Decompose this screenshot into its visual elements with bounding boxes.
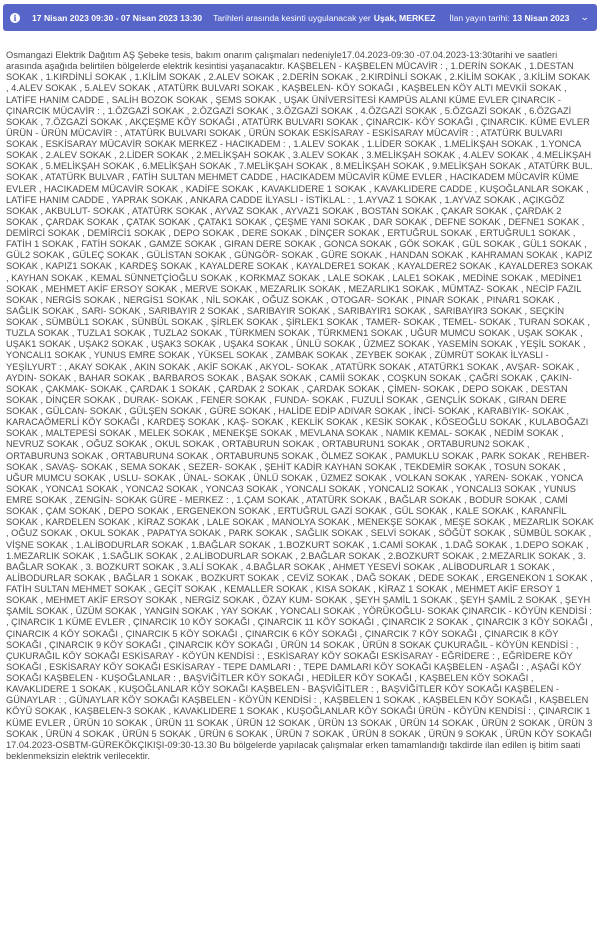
outage-date-range: 17 Nisan 2023 09:30 - 07 Nisan 2023 13:30 xyxy=(32,12,203,23)
chevron-down-icon[interactable]: ⌄ xyxy=(580,12,591,22)
publish-date: 13 Nisan 2023 xyxy=(512,12,570,23)
outage-banner[interactable] xyxy=(3,4,597,31)
outage-location: Uşak, MERKEZ xyxy=(373,12,436,23)
publish-label: İlan yayın tarihi: xyxy=(449,12,510,23)
announcement-text: Osmangazi Elektrik Dağıtım AŞ Şebeke tesis, bakım onarım çalışmaları nedeniyle17.04.2023-09:30 -07.04.2023-13:30tarihi ve saatleri arasında aşağıda belirtilen bölgelerde elektrik kesintisi yaşanacaktır. KAŞBELEN - KAŞBELEN MÜCAVİR : , 1.DERİN SOKAK , 1.DESTAN SOKAK , 1.KIRDİNLİ SOKAK , 1.KİLİM SOKAK , 2.ALEV SOKAK , 2.DERİN SOKAK , 2.KIRDİNLİ SOKAK , 2.KİLİM SOKAK , 3.KİLİM SOKAK , 4.ALEV SOKAK , 5.ALEV SOKAK , ATATÜRK BULVARI SOKAK , KAŞBELEN- KÖY SOKAĞI , KAŞBELEN KÖY ALTI MEVKİİ SOKAK , LATİFE HANIM CADDE , SALİH BOZOK SOKAK , ŞEMS SOKAK , UŞAK ÜNİVERSİTESİ KAMPÜS ALANI KÜME EVLER ÇINARCIK - ÇINARCIK MÜCAVİR : , 1.ÖZGAZİ SOKAK , 2.ÖZGAZİ SOKAK , 3.ÖZGAZİ SOKAK , 4.ÖZGAZİ SOKAK , 5.ÖZGAZİ SOKAK , 6.ÖZGAZİ SOKAK , 7.ÖZGAZİ SOKAK , AKÇEŞME KÖY SOKAĞI , ATATÜRK BULVARI SOKAK , ÇINARCIK- KÖY SOKAĞI , ÇINARCIK. KÜME EVLER ÜRÜN - ÜRÜN MÜCAVİR : , ATATÜRK BULVARI SOKAK , ÜRÜN SOKAK ESKİSARAY - ESKİSARAY MÜCAVİR : , ATATÜRK BULVARI SOKAK , ESKİSARAY MÜCAVİR SOKAK MERKEZ - HACIKADEM : , 1.ALEV SOKAK , 1.LİDER SOKAK , 1.MELİKŞAH SOKAK , 1.YONCA SOKAK , 2.ALEV SOKAK , 2.LİDER SOKAK , 2.MELİKŞAH SOKAK , 3.ALEV SOKAK , 3.MELİKŞAH SOKAK , 4.ALEV SOKAK , 4.MELİKŞAH SOKAK , 5.MELİKŞAH SOKAK , 6.MELİKŞAH SOKAK , 7.MELİKŞAH SOKAK , 8.MELİKŞAH SOKAK , 9.MELİKŞAH SOKAK , ATATÜRK BUL. SOKAK , ATATÜRK BULVAR , FATİH SULTAN MEHMET CADDE , HACIKADEM MÜCAVİR KÜME EVLER , HACIKADEM MÜCAVİR KÜME EVLER , HACIKADEM MÜCAVİR SOKAK , KADİFE SOKAK , KAVAKLIDERE 1 SOKAK , KAVAKLIDERE CADDE , KUŞOĞLANLAR SOKAK , LATİFE HANIM CADDE , YAPRAK SOKAK , ANKARA CADDE İLYASLI - İSTİKLAL : , 1.AYVAZ 1 SOKAK , 1.AYVAZ SOKAK , AÇIKGÖZ SOKAK , AKBULUT- SOKAK , ATATÜRK SOKAK , AYVAZ SOKAK , AYVAZ1 SOKAK , BOSTAN SOKAK , ÇAKAR SOKAK , ÇARDAK 2 SOKAK , ÇARDAK SOKAK , ÇATAK SOKAK , ÇATAK1 SOKAK , ÇEŞME YANI SOKAK , DAR SOKAK , DEFNE SOKAK , DEFNE1 SOKAK , DEMİRCİ SOKAK , DEMİRCİ1 SOKAK , DEPO SOKAK , DERE SOKAK , DİNÇER SOKAK , ERTUĞRUL SOKAK , ERTUĞRUL1 SOKAK , FATİH 1 SOKAK , FATİH SOKAK , GAMZE SOKAK , GIRAN DERE SOKAK , GONCA SOKAK , GÖK SOKAK , GÜL SOKAK , GÜL1 SOKAK , GÜL2 SOKAK , GÜLEÇ SOKAK , GÜLİSTAN SOKAK , GÜNGÖR- SOKAK , GÜRE SOKAK , HANDAN SOKAK , KAHRAMAN SOKAK , KAPIZ SOKAK , KAPIZ1 SOKAK , KARDEŞ SOKAK , KAYALDERE SOKAK , KAYALDERE1 SOKAK , KAYALDERE2 SOKAK , KAYALDERE3 SOKAK , KAYHAN SOKAK , KEMAL SÜNNETÇİOĞLU SOKAK , KORKMAZ SOKAK , LALE SOKAK , LALE1 SOKAK , MEDİNE SOKAK , MEDİNE1 SOKAK , MEHMET AKİF ERSOY SOKAK , MERVE SOKAK , MEZARLIK SOKAK , MEZARLIK1 SOKAK , MÜMTAZ- SOKAK , NECİP FAZIL SOKAK , NERGİS SOKAK , NERGİS1 SOKAK , NİL SOKAK , OĞUZ SOKAK , OTOGAR- SOKAK , PINAR SOKAK , PINAR1 SOKAK , SAĞLIK SOKAK , SARI- SOKAK , SARIBAYIR 2 SOKAK , SARIBAYIR SOKAK , SARIBAYIR1 SOKAK , SARIBAYIR3 SOKAK , SEÇKİN SOKAK , SÜMBÜL1 SOKAK , SÜNBÜL SOKAK , ŞİRLEK SOKAK , ŞİRLEK1 SOKAK , TAMER- SOKAK , TEMEL- SOKAK , TURAN SOKAK , TUZLA SOKAK , TUZLA1 SOKAK , TUZLA2 SOKAK , TÜRKMEN SOKAK , TÜRKMEN1 SOKAK , UĞUR MUMCU SOKAK , UŞAK SOKAK , UŞAK1 SOKAK , UŞAK2 SOKAK , UŞAK3 SOKAK , UŞAK4 SOKAK , ÜNLÜ SOKAK , ÜZMEZ SOKAK , YASEMİN SOKAK , YEŞİL SOKAK , YONCALI1 SOKAK , YUNUS EMRE SOKAK , YÜKSEL SOKAK , ZAMBAK SOKAK , ZEYBEK SOKAK , ZÜMRÜT SOKAK İLYASLI - YEŞİLYURT : , AKAY SOKAK , AKIN SOKAK , AKİF SOKAK , AKYOL- SOKAK , ATATÜRK SOKAK , ATATÜRK1 SOKAK , AVŞAR- SOKAK , AYDIN- SOKAK , BAHAR SOKAK , BARBAROS SOKAK , BAŞAK SOKAK , CAMİİ SOKAK , COŞKUN SOKAK , ÇAĞRI SOKAK , ÇAKIN- SOKAK , ÇAKMAK- SOKAK , ÇARDAK 1 SOKAK , ÇARDAK 2 SOKAK , ÇARDAK SOKAK , ÇİMEN- SOKAK , DEPO SOKAK , DESTAN SOKAK , DİNÇER SOKAK , DURAK- SOKAK , FENER SOKAK , FUNDA- SOKAK , FUZULİ SOKAK , GENÇLİK SOKAK , GIRAN DERE SOKAK , GÜLCAN- SOKAK , GÜLŞEN SOKAK , GÜRE SOKAK , HALİDE EDİP ADIVAR SOKAK , İNCİ- SOKAK , KARABIYIK- SOKAK , KARACAÖMERLİ KÖY SOKAĞI , KARDEŞ SOKAK , KAŞ- SOKAK , KEKLİK SOKAK , KESİK SOKAK , KÖSEOĞLU SOKAK , KULABOĞAZI SOKAK , MALTEPESİ SOKAK , MELEK SOKAK , MENEKŞE SOKAK , MEVLANA SOKAK , NAMIK KEMAL- SOKAK , NEDİM SOKAK , NEVRUZ SOKAK , OĞUZ SOKAK , OKUL SOKAK , ORTABURUN SOKAK , ORTABURUN1 SOKAK , ORTABURUN2 SOKAK , ORTABURUN3 SOKAK , ORTABURUN4 SOKAK , ORTABURUN5 SOKAK , ÖLMEZ SOKAK , PAMUKLU SOKAK , PARK SOKAK , REHBER- SOKAK , SAVAŞ- SOKAK , SEMA SOKAK , SEZER- SOKAK , ŞEHİT KADİR KAYHAN SOKAK , TEKDEMİR SOKAK , TOSUN SOKAK , UĞUR MUMCU SOKAK , USLU- SOKAK , ÜNAL- SOKAK , ÜNLÜ SOKAK , ÜZMEZ SOKAK , VOLKAN SOKAK , YAREN- SOKAK , YONCA SOKAK , YONCA1 SOKAK , YONCA2 SOKAK , YONCA3 SOKAK , YONCALI SOKAK , YONCALI2 SOKAK , YONCALI3 SOKAK , YUNUS EMRE SOKAK , ZENGİN- SOKAK GÜRE - MERKEZ : , 1.ÇAM SOKAK , ATATÜRK SOKAK , BAĞLAR SOKAK , BODUR SOKAK , CAMİ SOKAK , ÇAM SOKAK , DEPO SOKAK , ERGENEKON SOKAK , ERTUĞRUL GAZİ SOKAK , GÜL SOKAK , KALE SOKAK , KARANFİL SOKAK , KARDELEN SOKAK , KİRAZ SOKAK , LALE SOKAK , MANOLYA SOKAK , MENEKŞE SOKAK , MEŞE SOKAK , MEZARLIK SOKAK , OĞUZ SOKAK , OKUL SOKAK , PAPATYA SOKAK , PARK SOKAK , SAĞLIK SOKAK , SELVİ SOKAK , SÖĞÜT SOKAK , SÜMBÜL SOKAK , VİŞNE SOKAK , 1.ALİBODURLAR SOKAK , 1.BAĞLAR SOKAK , 1.BOZKURT SOKAK , 1.CAMİ SOKAK , 1.DAĞ SOKAK , 1.DEPO SOKAK , 1.MEZARLIK SOKAK , 1.SAĞLIK SOKAK , 2.ALİBODURLAR SOKAK , 2.BAĞLAR SOKAK , 2.BOZKURT SOKAK , 2.MEZARLIK SOKAK , 3. BAĞLAR SOKAK , 3. BOZKURT SOKAK , 3.ALİ SOKAK , 4.BAĞLAR SOKAK , AHMET YESEVİ SOKAK , ALİBODURLAR 1 SOKAK , ALİBODURLAR SOKAK , BAĞLAR 1 SOKAK , BOZKURT SOKAK , CEVİZ SOKAK , DAĞ SOKAK , DEDE SOKAK , ERGENEKON 1 SOKAK , FATİH SULTAN MEHMET SOKAK , GEÇİT SOKAK , KEMALLER SOKAK , KISA SOKAK , KİRAZ 1 SOKAK , MEHMET AKİF ERSOY 1 SOKAK , MEHMET AKİF ERSOY SOKAK , NERGİZ SOKAK , ÖZAY KUM- SOKAK , ŞEYH ŞAMİL 1 SOKAK , ŞEYH ŞAMİL 2 SOKAK , ŞEYH ŞAMİL SOKAK , ÜZÜM SOKAK , YANGIN SOKAK , YAY SOKAK , YONCALI SOKAK , YÖRÜKOĞLU- SOKAK ÇINARCIK - KÖYÜN KENDİSİ : , ÇINARCIK 1 KÜME EVLER , ÇINARCIK 10 KÖY SOKAĞI , ÇINARCIK 11 KÖY SOKAĞI , ÇINARCIK 2 SOKAK , ÇINARCIK 3 KÖY SOKAĞI , ÇINARCIK 4 KÖY SOKAĞI , ÇINARCIK 5 KÖY SOKAĞI , ÇINARCIK 6 KÖY SOKAĞI , ÇINARCIK 7 KÖY SOKAĞI , ÇINARCIK 8 KÖY SOKAĞI , ÇINARCIK 9 KÖY SOKAĞI , ÇINARCIK KÖY SOKAĞI , ÜRÜN 14 SOKAK , ÜRÜN 8 SOKAK ÇUKURAĞIL - KÖYÜN KENDİSİ : , ÇUKURAĞIL KÖY SOKAĞI ESKİSARAY - KÖYÜN KENDİSİ : , ESKİSARAY KÖY SOKAĞI ESKİSARAY - EĞRİDERE : , EĞRİDERE KÖY SOKAĞI , ESKİSARAY KÖY SOKAĞI ESKİSARAY - TEPE DAMLARI : , TEPE DAMLARI KÖY SOKAĞI KAŞBELEN - AŞAĞI : , AŞAĞI KÖY SOKAĞI KAŞBELEN - KUŞOĞLANLAR : , BAŞVİĞİTLER KÖY SOKAĞI , HEDİLER KÖY SOKAĞI , KAŞBELEN KÖY SOKAĞI , KAVAKLIDERE 1 SOKAK , KUŞOĞLANLAR KÖY SOKAĞI KAŞBELEN - BAŞVİĞİTLER : , BAŞVİĞİTLER KÖY SOKAĞI KAŞBELEN - GÜNAYLAR : , GÜNAYLAR KÖY SOKAĞI KAŞBELEN - KÖYÜN KENDİSİ : , KAŞBELEN 1 SOKAK , KAŞBELEN KÖY SOKAĞI , KAŞBELEN KÖYÜ SOKAK , KAŞBELEN-3 SOKAK , KAVAKLIDERE 1 SOKAK , KUŞOĞLANLAR KÖY SOKAĞI ÜRÜN - KÖYÜN KENDİSİ : , ÇINARCIK 1 KÜME EVLER , ÜRÜN 10 SOKAK , ÜRÜN 11 SOKAK , ÜRÜN 12 SOKAK , ÜRÜN 13 SOKAK , ÜRÜN 14 SOKAK , ÜRÜN 2 SOKAK , ÜRÜN 3 SOKAK , ÜRÜN 4 SOKAK , ÜRÜN 5 SOKAK , ÜRÜN 6 SOKAK , ÜRÜN 7 SOKAK , ÜRÜN 8 SOKAK , ÜRÜN 9 SOKAK , ÜRÜN KÖY SOKAĞI 17.04.2023-OSBTM-GÜREKÖKÇIKIŞI-09:30-13.30 Bu bölgelerde yapılacak çalışmalar erken tamamlandığı takdirde ilan edilen iş bitim saati beklenmeksizin elektrik verilecektir. xyxy=(6,50,594,761)
info-icon: i xyxy=(10,13,20,23)
between-text: Tarihleri arasında kesinti uygulanacak yer xyxy=(213,12,371,23)
